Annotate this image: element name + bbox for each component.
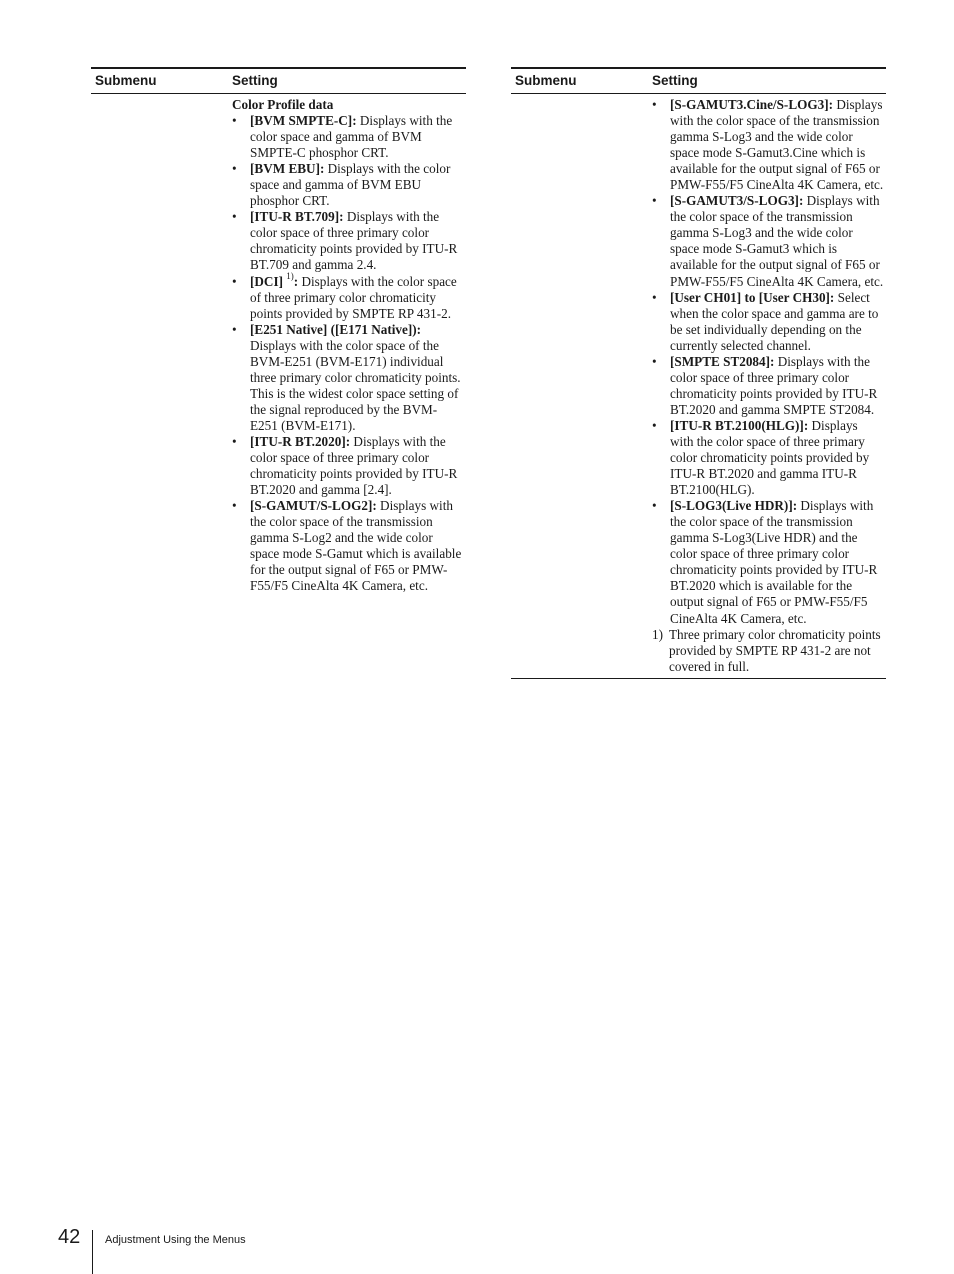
table-body [91,94,466,594]
column-header-submenu: Submenu [515,73,577,88]
option-description: Displays with the color space of three primary color chromaticity points provided by ITU-R BT.709 and gamma 2.4. [250,209,458,273]
column-header-setting: Setting [652,73,698,88]
column-header-setting: Setting [232,73,278,88]
list-item [652,97,884,193]
option-description: Displays with the color space of three primary color chromaticity points provided by SMPTE RP 431-2. [250,273,457,321]
footnote-text: Three primary color chromaticity points provided by SMPTE RP 431-2 are not covered in full. [669,626,881,674]
setting-cell [652,97,884,675]
option-description: Displays with the color space of three primary color chromaticity points provided by ITU-R BT.2020 and gamma ITU-R BT.2100(HLG). [670,417,870,498]
option-name: [User CH01] to [User CH30]: [670,289,835,305]
option-name: [ITU-R BT.2020]: [250,433,351,449]
option-description: Displays with the color space and gamma of BVM SMPTE-C phosphor CRT. [250,113,453,161]
option-name: [DCI] [250,273,283,289]
option-name: [BVM SMPTE-C]: [250,113,357,129]
option-description: Displays with the color space of the transmission gamma S-Log3 and the wide color space mode S-Gamut3 which is available for the output signal of F65 or PMW-F55/F5 CineAlta 4K Camera, etc. [670,193,884,289]
option-description: Displays with the color space of the transmission gamma S-Log3(Live HDR) and the color space of three primary color chromaticity points provided by ITU-R BT.2020 which is available for the output signal of F65 or PMW-F55/F5 CineAlta 4K Camera, etc. [670,498,878,626]
footnote [652,627,884,675]
table-header [511,67,886,94]
footnote-mark: 1) [652,626,663,642]
list-item [652,290,884,354]
option-description: Displays with the color space of the BVM-E251 (BVM-E171) individual three primary color chromaticity points. This is the widest color space setting of the signal reproduced by the BVM-E251 (BVM-E171). [250,337,461,433]
list-item [232,161,464,209]
option-description: Select when the color space and gamma are to be set individually depending on the currently selected channel. [670,289,879,353]
list-item [652,354,884,418]
option-name: [ITU-R BT.2100(HLG)]: [670,417,809,433]
option-name: [E251 Native] ([E171 Native]): [250,321,422,337]
option-name: [S-GAMUT3/S-LOG3]: [670,193,804,209]
list-item [232,322,464,434]
settings-table-right [511,67,886,679]
list-item [652,418,884,498]
footer-divider [92,1230,93,1274]
option-name: [S-GAMUT3.Cine/S-LOG3]: [670,97,834,112]
table-header [91,67,466,94]
setting-option-list [232,113,464,594]
list-item [232,271,464,322]
column-header-submenu: Submenu [95,73,157,88]
list-item [652,498,884,626]
option-description: Displays with the color space of the transmission gamma S-Log3 and the wide color space mode S-Gamut3.Cine which is available for the output signal of F65 or PMW-F55/F5 CineAlta 4K Camera, etc. [670,97,884,193]
option-name: [S-GAMUT/S-LOG2]: [250,498,377,514]
footnote-reference: 1) [286,271,294,282]
option-name: [SMPTE ST2084]: [670,353,775,369]
list-item [232,209,464,273]
option-colon: : [293,273,299,289]
list-item [232,434,464,498]
setting-heading: Color Profile data [232,97,334,112]
option-description: Displays with the color space of three primary color chromaticity points provided by ITU-R BT.2020 and gamma SMPTE ST2084. [670,353,878,417]
settings-table-left [91,67,466,594]
option-description: Displays with the color space of three primary color chromaticity points provided by ITU-R BT.2020 and gamma [2.4]. [250,433,458,498]
list-item [232,498,464,594]
option-description: Displays with the color space of the transmission gamma S-Log2 and the wide color space mode S-Gamut which is available for the output signal of F65 or PMW-F55/F5 CineAlta 4K Camera, etc. [250,498,462,594]
setting-option-list [652,97,884,627]
setting-cell [232,97,464,594]
footer-section-title: Adjustment Using the Menus [105,1234,246,1246]
option-name: [BVM EBU]: [250,161,325,177]
list-item [232,113,464,161]
option-description: Displays with the color space and gamma of BVM EBU phosphor CRT. [250,161,451,209]
option-name: [ITU-R BT.709]: [250,209,344,225]
option-name: [S-LOG3(Live HDR)]: [670,498,798,514]
page-number: 42 [58,1226,81,1248]
table-bottom-rule [511,678,886,679]
table-body [511,94,886,679]
list-item [652,193,884,289]
